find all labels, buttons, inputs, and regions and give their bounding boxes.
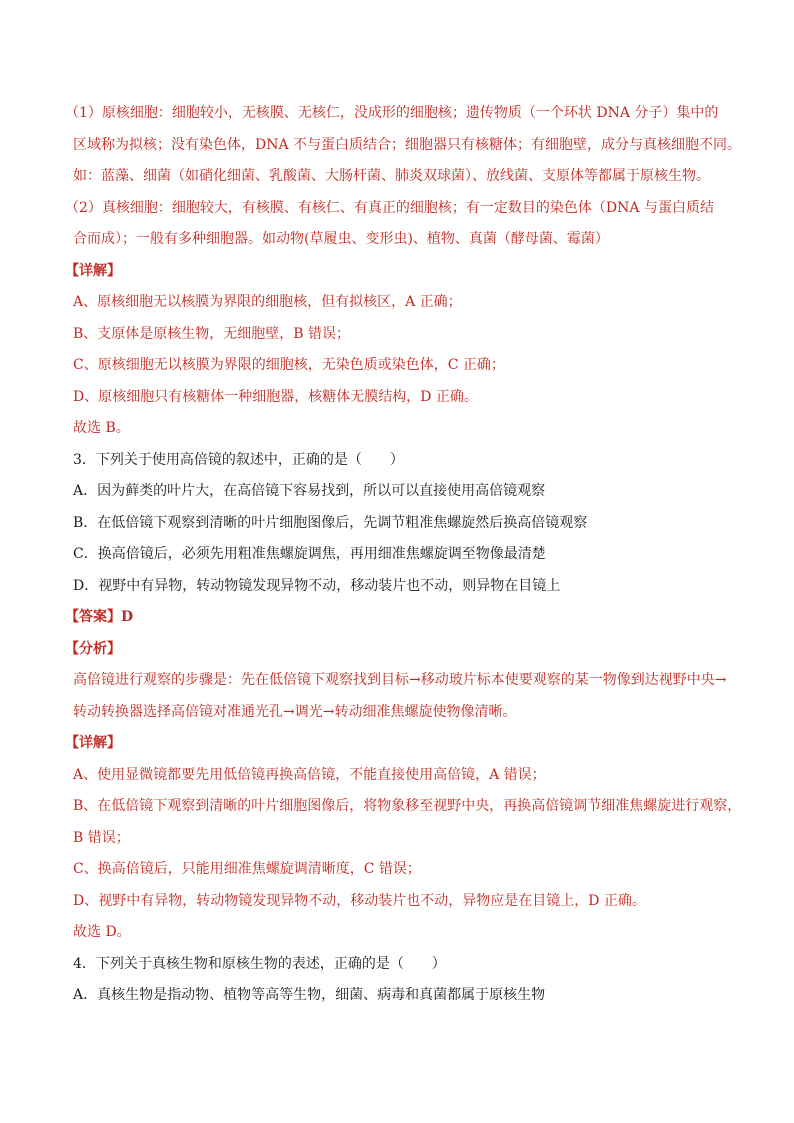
detail-line: C、换高倍镜后，只能用细准焦螺旋调清晰度，C 错误；	[73, 861, 421, 877]
analysis-line: 转动转换器选择高倍镜对准通光孔→调光→转动细准焦螺旋使物像清晰。	[73, 703, 517, 720]
document-page	[65, 98, 742, 1012]
detail-line: B、在低倍镜下观察到清晰的叶片细胞图像后，将物象移至视野中央，再换高倍镜调节细准焦螺旋进行观察，	[73, 798, 742, 814]
detail-line: B、支原体是原核生物，无细胞壁，B 错误；	[73, 325, 351, 342]
detail-section-1	[65, 256, 733, 445]
analysis-heading: 【分析】	[65, 640, 121, 657]
question-option: D．视野中有异物，转动物镜发现异物不动，移动装片也不动，则异物在目镜上	[73, 577, 561, 594]
question-3	[65, 445, 742, 949]
detail-line: A、原核细胞无以核膜为界限的细胞核，但有拟核区，A 正确；	[73, 294, 462, 310]
explanation-line: 区域称为拟核；没有染色体，DNA 不与蛋白质结合；细胞器只有核糖体；有细胞壁，成分与真核细胞不同。	[73, 136, 742, 153]
cell-types-explanation	[65, 98, 742, 256]
detail-line: B 错误；	[73, 829, 130, 846]
question-option: A．真核生物是指动物、植物等高等生物，细菌、病毒和真菌都属于原核生物	[73, 987, 546, 1003]
analysis-line: 高倍镜进行观察的步骤是：先在低倍镜下观察找到目标→移动玻片标本使要观察的某一物像到达视野中央→	[73, 672, 727, 688]
detail-line: D、视野中有异物，转动物镜发现异物不动，移动装片也不动，异物应是在目镜上，D 正确。	[73, 892, 646, 909]
detail-line: D、原核细胞只有核糖体一种细胞器，核糖体无膜结构，D 正确。	[73, 388, 478, 405]
question-option: C．换高倍镜后，必须先用粗准焦螺旋调焦，再用细准焦螺旋调至物像最清楚	[73, 546, 546, 562]
answer-label: 【答案】D	[65, 609, 134, 625]
detail-conclusion: 故选 B。	[73, 420, 130, 436]
explanation-line: （2）真核细胞：细胞较大，有核膜、有核仁、有真正的细胞核；有一定数目的染色体（DNA 与蛋白质结	[65, 199, 714, 216]
detail-heading: 【详解】	[65, 735, 121, 751]
question-stem: 4．下列关于真核生物和原核生物的表述，正确的是（ ）	[73, 955, 446, 972]
detail-line: A、使用显微镜都要先用低倍镜再换高倍镜，不能直接使用高倍镜，A 错误；	[73, 766, 546, 783]
explanation-line: 如：蓝藻、细菌（如硝化细菌、乳酸菌、大肠杆菌、肺炎双球菌）、放线菌、支原体等都属于原核生物。	[73, 168, 710, 184]
question-option: B．在低倍镜下观察到清晰的叶片细胞图像后，先调节粗准焦螺旋然后换高倍镜观察	[73, 514, 588, 531]
question-4	[73, 949, 733, 1012]
detail-heading: 【详解】	[65, 262, 121, 279]
question-stem: 3．下列关于使用高倍镜的叙述中，正确的是（ ）	[73, 451, 404, 468]
detail-conclusion: 故选 D。	[73, 924, 131, 940]
question-option: A．因为藓类的叶片大，在高倍镜下容易找到，所以可以直接使用高倍镜观察	[73, 483, 546, 499]
explanation-line: （1）原核细胞：细胞较小，无核膜、无核仁，没成形的细胞核；遗传物质（一个环状 DNA 分子）集中的	[65, 105, 719, 121]
explanation-line: 合而成）；一般有多种细胞器。如动物(草履虫、变形虫)、植物、真菌（酵母菌、霉菌）	[73, 231, 609, 247]
detail-line: C、原核细胞无以核膜为界限的细胞核，无染色质或染色体，C 正确；	[73, 357, 505, 373]
